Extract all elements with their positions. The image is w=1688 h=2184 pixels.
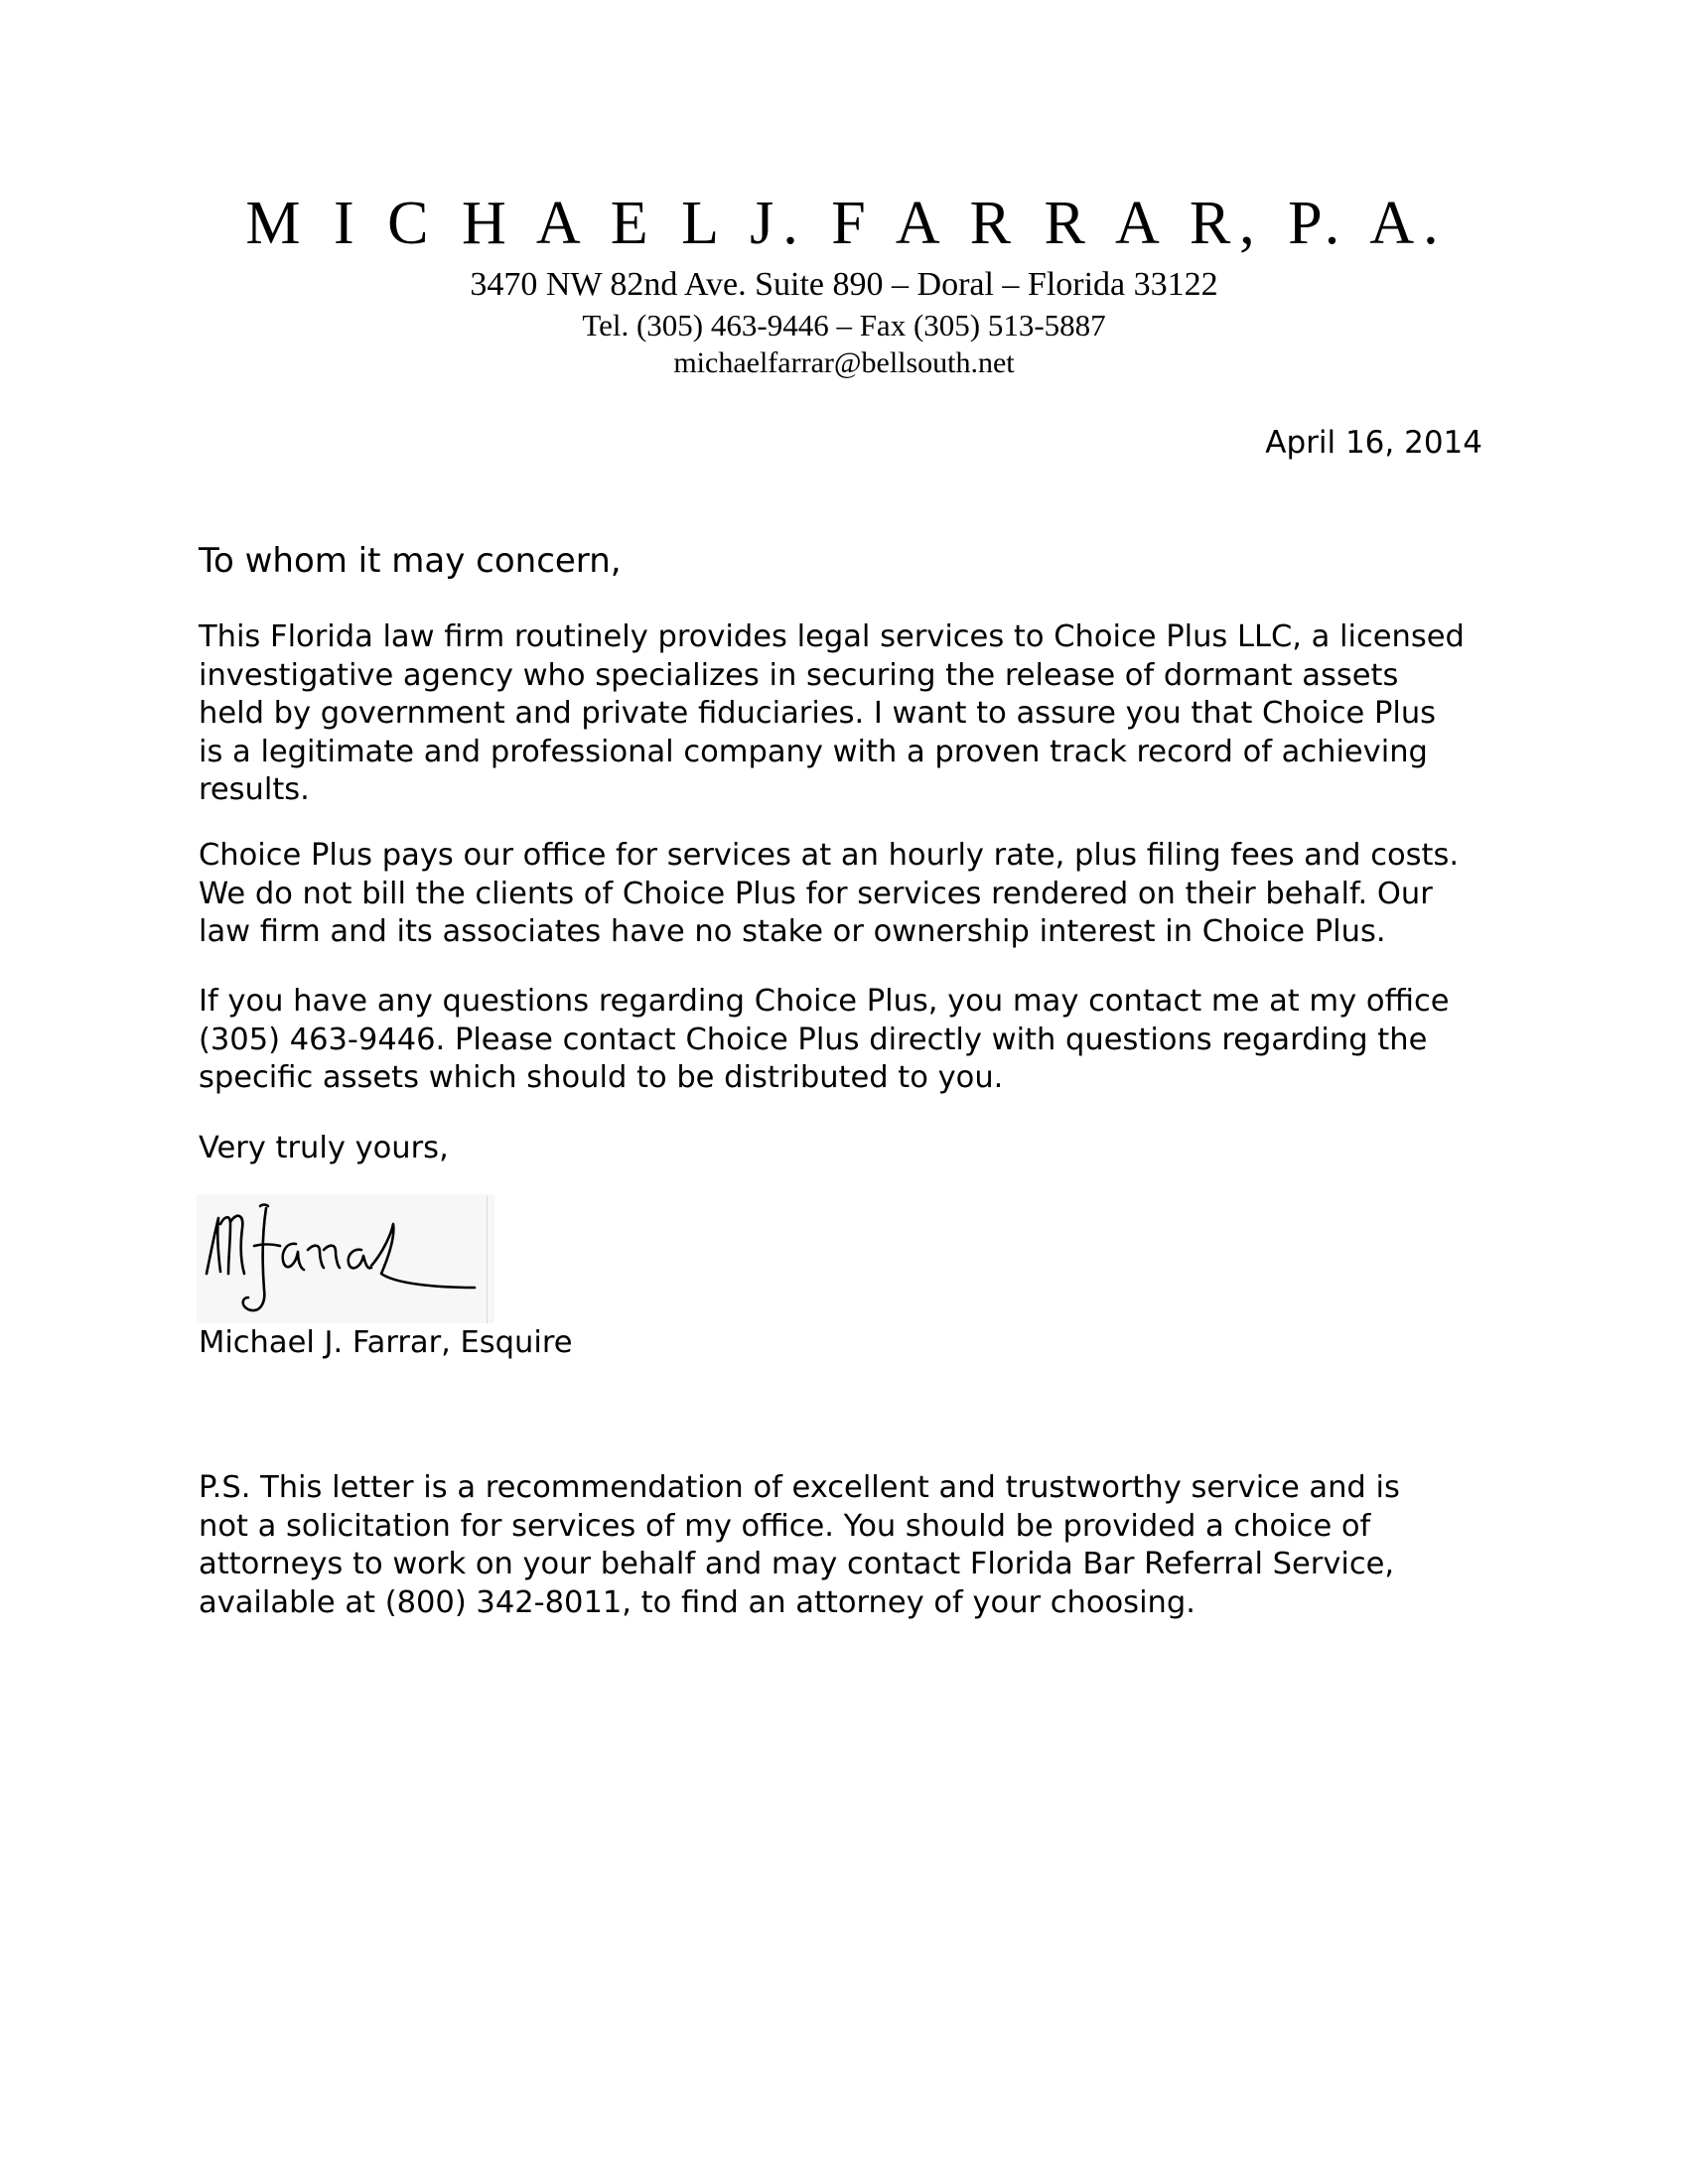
signature-image-edge [487, 1196, 488, 1323]
letterhead [0, 189, 1688, 382]
body-paragraph-1: This Florida law firm routinely provides legal services to Choice Plus LLC, a licensed investigative agency who specializes in securing the release of dormant assets held by government and private fiduciaries. I want to assure you that Choice Plus is a legitimate and professional company with a proven track record of achieving results. [199, 619, 1465, 807]
firm-email: michaelfarrar@bellsouth.net [673, 346, 1015, 379]
closing: Very truly yours, [199, 1131, 449, 1165]
firm-address: 3470 NW 82nd Ave. Suite 890 – Doral – Florida 33122 [470, 266, 1218, 303]
firm-name: M I C H A E L J. F A R R A R, P. A. [245, 190, 1448, 257]
body-paragraph-2: Choice Plus pays our office for services at an hourly rate, plus filing fees and costs. We do not bill the clients of Choice Plus for services rendered on their behalf. Our law firm and its associates have no stake or ownership interest in Choice Plus. [199, 838, 1460, 949]
postscript: P.S. This letter is a recommendation of excellent and trustworthy service and is not a solicitation for services of my office. You should be provided a choice of attorneys to work on your behalf and may contact Florida Bar Referral Service, available at (800) 342-8011, to find an attorney of your choosing. [199, 1470, 1400, 1620]
handwritten-signature [197, 1194, 494, 1323]
signature-image [197, 1194, 494, 1323]
firm-phone-fax: Tel. (305) 463-9446 – Fax (305) 513-5887 [582, 308, 1106, 342]
body-paragraph-3: If you have any questions regarding Choice Plus, you may contact me at my office (305) 463-9446. Please contact Choice Plus directly with questions regarding the specific assets which should to be distributed to you. [199, 984, 1450, 1095]
letter-date: April 16, 2014 [1265, 425, 1482, 461]
signer-name: Michael J. Farrar, Esquire [199, 1325, 573, 1360]
salutation: To whom it may concern, [199, 541, 622, 581]
